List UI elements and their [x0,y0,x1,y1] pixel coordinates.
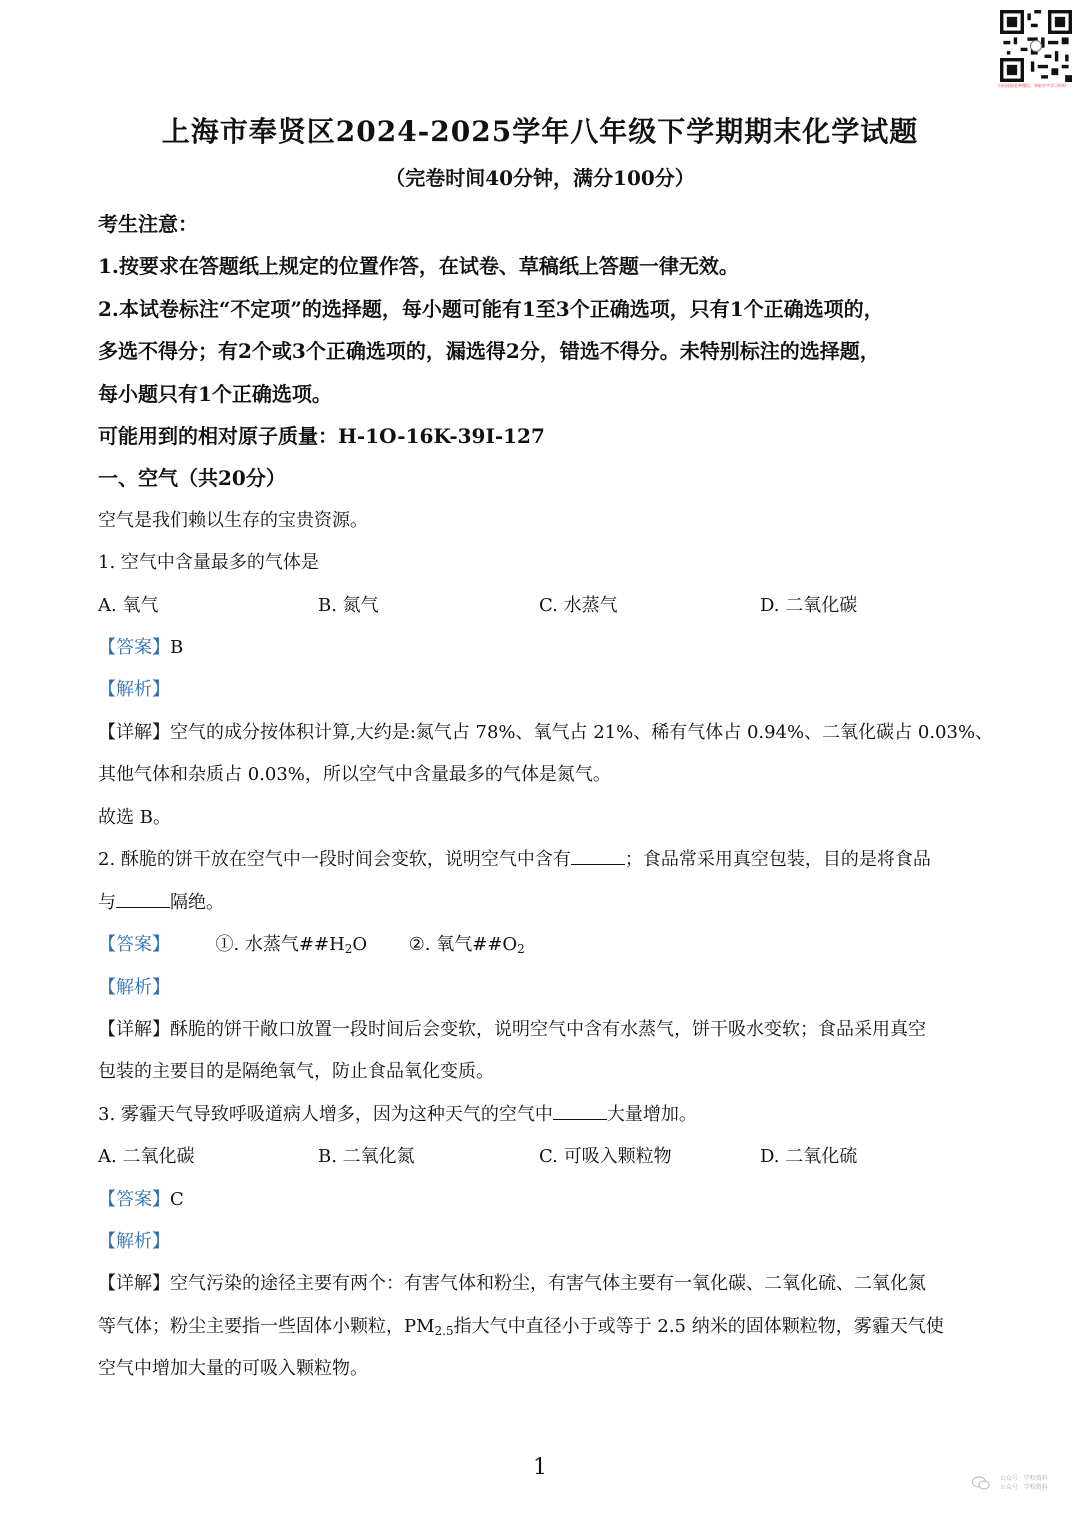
detail-tag: 【详解】 [98,1273,170,1294]
q1-stem: 1. 空气中含量最多的气体是 [98,552,319,573]
q3-option-a: A. 二氧化碳 [98,1146,195,1167]
q1-option-a: A. 氧气 [98,595,159,616]
q1-detail-text: 空气的成分按体积计算,大约是:氮气占 78%、氧气占 21%、稀有气体占 0.94%、二氧化碳占 0.03%、 [170,722,994,743]
q3-stem-text: 3. 雾霾天气导致呼吸道病人增多，因为这种天气的空气中 [98,1104,553,1125]
qr-caption: 扫码添加老师微信，领取更多学习资料 [998,83,1066,88]
q3-option-c: C. 可吸入颗粒物 [539,1146,672,1167]
page-number: 1 [533,1455,547,1480]
detail-tag: 【详解】 [98,722,170,743]
answer-tag: 【答案】 [98,1189,170,1210]
q2-stem-text: 2. 酥脆的饼干放在空气中一段时间会变软，说明空气中含有 [98,849,571,870]
q3-stem [98,1100,697,1126]
q2-analysis-tag: 【解析】 [98,977,170,998]
q2-answer-1 [215,934,367,955]
q2-stem-line-1 [98,845,931,871]
atomic-mass-note: 可能用到的相对原子质量：H-1O-16K-39I-127 [98,424,545,448]
detail-tag: 【详解】 [98,1019,170,1040]
q1-option-b: B. 氮气 [318,595,379,616]
notice-item-2-line-1: 2.本试卷标注“不定项”的选择题，每小题可能有1至3个正确选项，只有1个正确选项的， [98,297,884,321]
q2-answer-2 [409,934,525,955]
q2-stem-text: ；食品常采用真空包装，目的是将食品 [624,849,931,870]
q1-detail-line-1 [98,718,993,744]
notice-item-2-line-2: 多选不得分；有2个或3个正确选项的，漏选得2分，错选不得分。未特别标注的选择题， [98,339,880,363]
qr-code-image [1000,10,1072,82]
q2-answer [98,930,525,956]
q1-analysis-tag: 【解析】 [98,679,170,700]
q3-detail-text: 等气体；粉尘主要指一些固体小颗粒，PM [98,1316,435,1337]
q3-detail-line-3: 空气中增加大量的可吸入颗粒物。 [98,1358,368,1379]
q3-answer [98,1185,184,1211]
q3-detail-line-2 [98,1312,944,1338]
answer-tag: 【答案】 [98,637,170,658]
answer-text: O [352,934,368,955]
q3-answer-value: C [170,1189,184,1210]
q1-answer [98,633,183,659]
watermark-line: 公众号 · 学校资料 [1000,1484,1048,1491]
q3-stem-text: 大量增加。 [606,1104,697,1125]
q3-detail-text: 指大气中直径小于或等于 2.5 纳米的固体颗粒物，雾霾天气使 [453,1316,944,1337]
q2-stem-text: 隔绝。 [170,892,224,913]
fill-blank [571,848,625,865]
section-intro: 空气是我们赖以生存的宝贵资源。 [98,510,368,531]
section-heading: 一、空气（共20分） [98,466,286,490]
q3-detail-line-1 [98,1269,926,1295]
answer-text: ①. 水蒸气##H [215,934,345,955]
fill-blank [553,1103,607,1120]
q2-detail-text: 酥脆的饼干敞口放置一段时间后会变软，说明空气中含有水蒸气，饼干吸水变软；食品采用真空 [170,1019,926,1040]
subscript: 2 [517,942,525,956]
answer-text: ②. 氧气##O [408,934,518,955]
q2-stem-text: 与 [98,892,116,913]
q1-conclusion: 故选 B。 [98,807,171,828]
q1-detail-line-2: 其他气体和杂质占 0.03%，所以空气中含量最多的气体是氮气。 [98,764,611,785]
q1-option-d: D. 二氧化碳 [760,595,858,616]
q3-analysis-tag: 【解析】 [98,1231,170,1252]
watermark-line: 公众号 · 学校资料 [1000,1475,1048,1482]
q1-answer-value: B [170,637,184,658]
q3-detail-text: 空气污染的途径主要有两个：有害气体和粉尘，有害气体主要有一氧化碳、二氧化硫、二氧化氮 [170,1273,926,1294]
subscript: 2 [344,942,353,956]
q3-option-b: B. 二氧化氮 [318,1146,415,1167]
q1-option-c: C. 水蒸气 [539,595,618,616]
notice-item-1: 1.按要求在答题纸上规定的位置作答，在试卷、草稿纸上答题一律无效。 [98,254,739,278]
fill-blank [116,891,170,908]
wechat-icon [972,1476,990,1490]
q2-detail-line-2: 包装的主要目的是隔绝氧气，防止食品氧化变质。 [98,1061,494,1082]
notice-item-2-line-3: 每小题只有1个正确选项。 [98,382,332,406]
exam-info: （完卷时间40分钟，满分100分） [385,166,695,190]
answer-tag: 【答案】 [98,934,170,955]
page-title: 上海市奉贤区2024-2025学年八年级下学期期末化学试题 [161,115,919,148]
watermark [1000,1474,1048,1492]
q2-detail-line-1 [98,1015,926,1041]
q3-option-d: D. 二氧化硫 [760,1146,858,1167]
notice-heading: 考生注意： [98,212,198,236]
q2-stem-line-2 [98,888,224,914]
subscript: 2.5 [434,1324,454,1338]
